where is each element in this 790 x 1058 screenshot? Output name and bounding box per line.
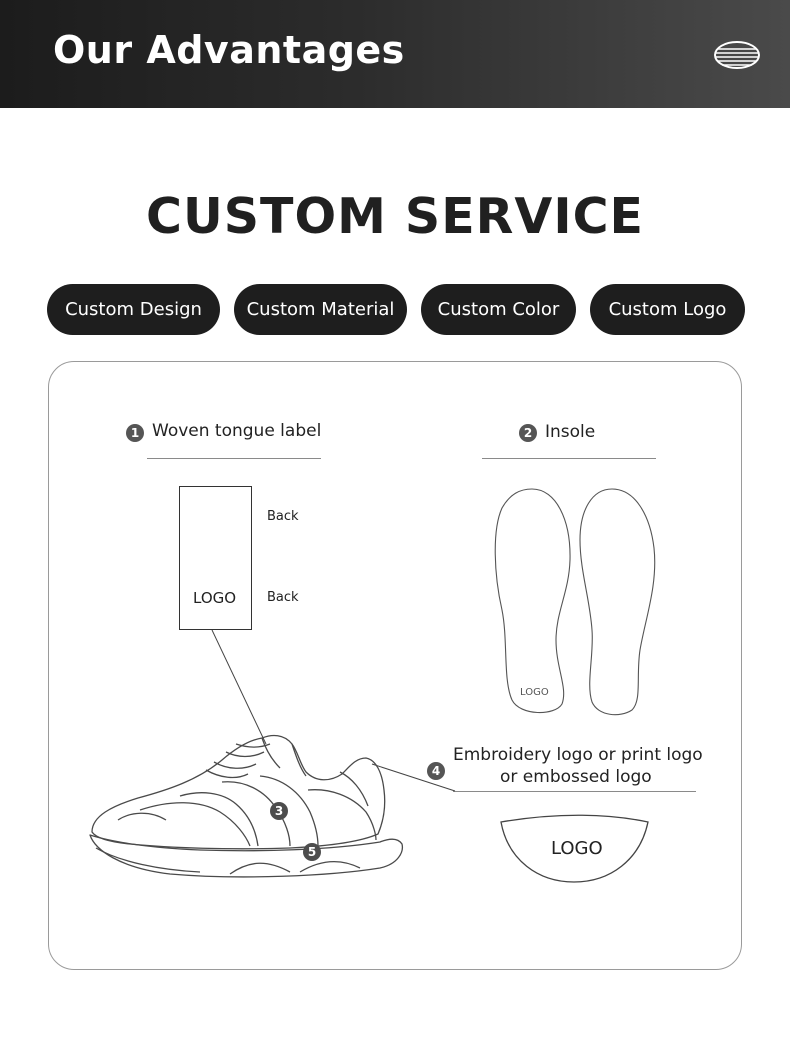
insole-drawing <box>495 489 655 715</box>
marker-badge-3: 3 <box>270 802 288 820</box>
step-badge-1: 1 <box>126 424 144 442</box>
heel-logo-text: LOGO <box>551 838 603 859</box>
step-badge-4: 4 <box>427 762 445 780</box>
step-badge-2: 2 <box>519 424 537 442</box>
tab-custom-color[interactable]: Custom Color <box>421 284 576 335</box>
sneaker-drawing <box>90 736 402 877</box>
heel-logo-line2: or embossed logo <box>500 767 652 787</box>
heel-logo-line1: Embroidery logo or print logo <box>453 745 703 765</box>
back-label-bottom: Back <box>267 590 299 605</box>
section-title: CUSTOM SERVICE <box>145 188 645 245</box>
page-title: Our Advantages <box>53 28 405 72</box>
tab-custom-material[interactable]: Custom Material <box>234 284 407 335</box>
tab-custom-design[interactable]: Custom Design <box>47 284 220 335</box>
insole-logo-text: LOGO <box>520 687 549 698</box>
back-label-top: Back <box>267 509 299 524</box>
tab-custom-logo[interactable]: Custom Logo <box>590 284 745 335</box>
insole-heading: Insole <box>545 422 596 442</box>
tongue-logo-text: LOGO <box>193 589 237 607</box>
tongue-label-heading: Woven tongue label <box>152 421 322 441</box>
marker-badge-5: 5 <box>303 843 321 861</box>
